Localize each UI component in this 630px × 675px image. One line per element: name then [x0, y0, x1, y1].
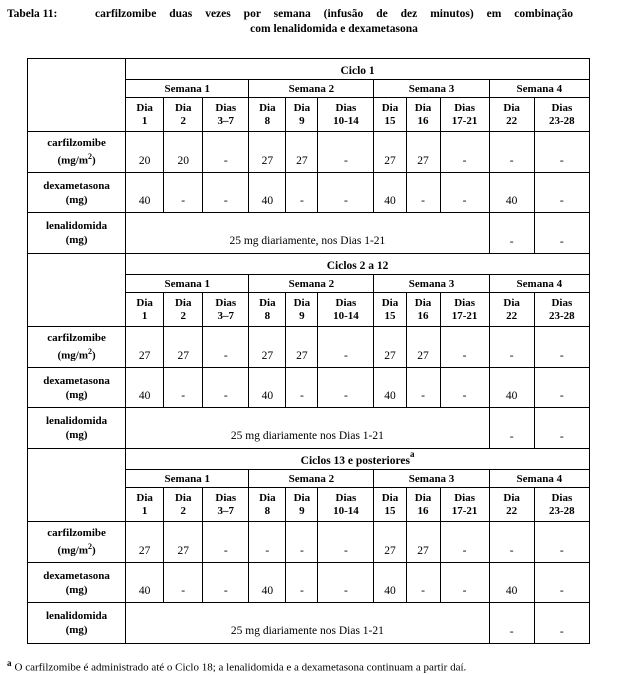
day-header — [318, 488, 374, 522]
day-word: Dia — [174, 296, 192, 309]
cycle1-title-cell — [126, 59, 590, 80]
day-word: Dias — [454, 491, 475, 504]
dose-cell: 27 — [406, 522, 440, 563]
drug-unit — [28, 540, 125, 558]
day-header — [286, 488, 318, 522]
drug-label — [28, 368, 126, 408]
day-word: Dia — [293, 296, 311, 309]
day-number: 3–7 — [217, 309, 235, 322]
dose-cell: - — [203, 563, 249, 603]
footnote-text: O carfilzomibe é administrado até o Ciclo 18; a lenalidomida e a dexametasona continuam a partir daí. — [14, 661, 467, 674]
table-title — [7, 7, 620, 37]
day-number: 10-14 — [333, 504, 359, 517]
day-number: 23-28 — [549, 504, 575, 517]
drug-name: lenalidomida — [46, 220, 108, 232]
dose-cell: - — [164, 173, 203, 213]
dose-cell: 27 — [286, 132, 318, 173]
dose-cell: - — [440, 563, 489, 603]
dose-cell: 40 — [489, 563, 534, 603]
dose-cell: - — [440, 368, 489, 408]
drug-unit — [28, 345, 125, 363]
dose-cell: - — [318, 368, 374, 408]
dose-cell: 20 — [164, 132, 203, 173]
day-word: Dias — [454, 296, 475, 309]
drug-unit — [28, 193, 125, 207]
day-header — [249, 488, 286, 522]
day-word: Dias — [335, 296, 357, 309]
day-word: Dia — [293, 101, 311, 114]
dose-cell: 40 — [126, 173, 164, 213]
drug-name: dexametasona — [43, 179, 110, 192]
day-word: Dia — [414, 296, 432, 309]
day-header — [164, 488, 203, 522]
day-number: 8 — [264, 504, 271, 517]
week-header: Semana 2 — [249, 470, 374, 488]
day-header — [203, 488, 249, 522]
dose-cell: - — [489, 132, 534, 173]
day-header — [318, 293, 374, 327]
day-number: 9 — [299, 114, 305, 127]
drug-unit — [28, 150, 125, 168]
day-header — [374, 98, 406, 132]
cycle1-title: Ciclo 1 — [340, 64, 375, 77]
drug-name: lenalidomida — [46, 610, 108, 622]
dose-cell: - — [534, 132, 589, 173]
week-header: Semana 2 — [249, 275, 374, 293]
dexamethasone-row — [28, 173, 590, 213]
unit-text: (mg) — [65, 429, 88, 441]
dose-cell: - — [534, 408, 589, 449]
day-number: 3–7 — [217, 114, 235, 127]
drug-unit — [28, 583, 125, 597]
unit-superscript: 2 — [88, 542, 92, 552]
week-header: Semana 3 — [374, 80, 489, 98]
day-header — [534, 488, 589, 522]
dose-cell: 27 — [126, 522, 164, 563]
drug-label — [28, 327, 126, 368]
dose-cell: 40 — [126, 563, 164, 603]
dose-cell: 27 — [374, 522, 406, 563]
dose-cell: - — [489, 408, 534, 449]
day-word: Dia — [293, 491, 311, 504]
lenalidomide-row — [28, 603, 590, 644]
unit-superscript: 2 — [88, 152, 92, 162]
dose-cell: - — [489, 213, 534, 254]
dose-cell: 40 — [374, 563, 406, 603]
drug-name: carfilzomibe — [47, 137, 106, 150]
drug-label — [28, 522, 126, 563]
drug-label — [28, 408, 126, 449]
drug-unit — [28, 428, 125, 442]
day-header — [203, 98, 249, 132]
drug-name: carfilzomibe — [47, 527, 106, 540]
day-header — [489, 98, 534, 132]
day-number: 2 — [180, 504, 186, 517]
day-number: 2 — [180, 114, 186, 127]
dose-cell: - — [534, 563, 589, 603]
dexamethasone-row — [28, 368, 590, 408]
day-number: 22 — [506, 309, 518, 322]
dose-cell: 40 — [126, 368, 164, 408]
day-number: 16 — [417, 309, 429, 322]
day-word: Dias — [551, 101, 573, 114]
week-header: Semana 1 — [126, 470, 249, 488]
day-word: Dias — [215, 491, 237, 504]
day-word: Dia — [381, 101, 399, 114]
dose-cell: - — [534, 522, 589, 563]
week-header: Semana 3 — [374, 275, 489, 293]
day-number: 17-21 — [451, 309, 478, 322]
dose-cell: - — [318, 563, 374, 603]
day-header — [126, 293, 164, 327]
day-word: Dia — [503, 491, 520, 504]
footnote — [7, 656, 620, 675]
day-word: Dia — [414, 491, 432, 504]
day-header — [440, 293, 489, 327]
dose-cell: 40 — [374, 368, 406, 408]
unit-text: ) — [92, 154, 96, 167]
day-number: 1 — [141, 114, 148, 127]
day-header — [164, 98, 203, 132]
dose-cell: - — [489, 603, 534, 644]
dose-cell: - — [203, 327, 249, 368]
dose-cell: - — [203, 368, 249, 408]
dose-cell: - — [489, 522, 534, 563]
drug-name: lenalidomida — [46, 415, 108, 427]
week-header: Semana 2 — [249, 80, 374, 98]
unit-text: (mg/m — [57, 544, 88, 557]
day-header — [489, 488, 534, 522]
day-word: Dia — [414, 101, 432, 114]
day-number: 16 — [417, 114, 429, 127]
day-word: Dias — [454, 101, 475, 114]
dose-cell: 27 — [164, 327, 203, 368]
dose-cell: 20 — [126, 132, 164, 173]
day-word: Dia — [174, 491, 192, 504]
drug-name: dexametasona — [43, 569, 110, 582]
day-word: Dia — [503, 101, 520, 114]
day-word: Dia — [381, 491, 399, 504]
day-number: 15 — [384, 114, 396, 127]
dose-cell: - — [249, 522, 286, 563]
day-word: Dia — [259, 491, 276, 504]
dose-cell: - — [286, 368, 318, 408]
dose-cell: 40 — [489, 173, 534, 213]
carfilzomib-row — [28, 132, 590, 173]
drug-name: carfilzomibe — [47, 332, 106, 345]
carfilzomib-row — [28, 522, 590, 563]
unit-text: (mg/m — [57, 349, 88, 362]
corner-cell — [28, 254, 126, 327]
day-number: 2 — [180, 309, 186, 322]
dose-cell: - — [534, 368, 589, 408]
dose-cell: 40 — [489, 368, 534, 408]
dose-cell: 40 — [249, 563, 286, 603]
unit-text: (mg) — [65, 193, 88, 206]
dose-cell: - — [286, 522, 318, 563]
day-word: Dia — [259, 296, 276, 309]
day-word: Dias — [335, 101, 357, 114]
dose-cell: - — [318, 132, 374, 173]
drug-unit — [28, 233, 125, 247]
day-number: 10-14 — [333, 309, 359, 322]
day-header — [406, 293, 440, 327]
day-header — [318, 98, 374, 132]
cycle3-title-cell — [126, 449, 590, 470]
week-header: Semana 1 — [126, 275, 249, 293]
day-number: 10-14 — [333, 114, 359, 127]
dose-cell: - — [440, 327, 489, 368]
day-header — [374, 293, 406, 327]
drug-name: dexametasona — [43, 374, 110, 387]
dose-cell: - — [440, 132, 489, 173]
day-number: 3–7 — [217, 504, 235, 517]
cycle2-title-cell — [126, 254, 590, 275]
day-number: 8 — [264, 114, 271, 127]
dosing-table — [27, 58, 590, 644]
drug-label — [28, 173, 126, 213]
dose-cell: - — [406, 563, 440, 603]
day-word: Dias — [551, 491, 573, 504]
day-header — [286, 293, 318, 327]
day-header — [249, 98, 286, 132]
dose-cell: - — [286, 173, 318, 213]
dose-cell: 27 — [374, 327, 406, 368]
title-line-1: carfilzomibe duas vezes por semana (infusão de dez minutos) em combinação — [95, 8, 573, 20]
dose-cell: 27 — [126, 327, 164, 368]
dose-cell: 27 — [286, 327, 318, 368]
unit-superscript: 2 — [88, 347, 92, 357]
day-header — [286, 98, 318, 132]
cycle3-header-row — [28, 449, 590, 470]
cycle1-header-row — [28, 59, 590, 80]
table-title-text — [95, 7, 573, 37]
day-number: 22 — [506, 504, 518, 517]
day-header — [534, 98, 589, 132]
week-header: Semana 3 — [374, 470, 489, 488]
unit-text: ) — [92, 544, 96, 557]
cycle2-title: Ciclos 2 a 12 — [326, 259, 389, 272]
dose-cell: - — [406, 173, 440, 213]
dose-cell: 40 — [249, 173, 286, 213]
drug-label — [28, 213, 126, 254]
day-header — [489, 293, 534, 327]
day-header — [126, 98, 164, 132]
dose-cell: - — [489, 327, 534, 368]
dose-cell: - — [203, 132, 249, 173]
day-number: 15 — [384, 504, 396, 517]
dose-cell: - — [203, 522, 249, 563]
drug-unit — [28, 388, 125, 402]
dose-cell: - — [534, 327, 589, 368]
cycle3-title: Ciclos 13 e posteriores — [300, 454, 410, 467]
day-header — [164, 293, 203, 327]
unit-text: (mg/m — [57, 154, 88, 167]
drug-label — [28, 132, 126, 173]
dexamethasone-row — [28, 563, 590, 603]
day-word: Dias — [215, 101, 237, 114]
dose-cell: - — [534, 603, 589, 644]
week-header: Semana 4 — [489, 80, 589, 98]
dose-cell: 27 — [249, 132, 286, 173]
day-number: 23-28 — [549, 309, 575, 322]
corner-cell — [28, 59, 126, 132]
unit-text: (mg) — [65, 583, 88, 596]
week-header: Semana 1 — [126, 80, 249, 98]
dose-cell: - — [534, 213, 589, 254]
day-number: 9 — [299, 504, 305, 517]
lenalidomide-span-cell: 25 mg diariamente nos Dias 1-21 — [126, 408, 489, 449]
cycle2-header-row — [28, 254, 590, 275]
day-number: 1 — [141, 309, 148, 322]
carfilzomib-row — [28, 327, 590, 368]
day-number: 22 — [506, 114, 518, 127]
day-header — [249, 293, 286, 327]
dose-cell: 27 — [249, 327, 286, 368]
dose-cell: 40 — [374, 173, 406, 213]
dose-cell: - — [286, 563, 318, 603]
day-number: 16 — [417, 504, 429, 517]
day-word: Dia — [136, 491, 153, 504]
day-word: Dia — [136, 296, 153, 309]
dose-cell: - — [318, 327, 374, 368]
unit-text: (mg) — [65, 234, 88, 246]
dose-cell: - — [203, 173, 249, 213]
unit-text: ) — [92, 349, 96, 362]
unit-text: (mg) — [65, 388, 88, 401]
day-number: 8 — [264, 309, 271, 322]
day-header — [440, 98, 489, 132]
cycle3-footnote-ref: a — [409, 449, 415, 460]
title-line-2: com lenalidomida e dexametasona — [250, 23, 418, 35]
drug-label — [28, 603, 126, 644]
day-header — [126, 488, 164, 522]
day-header — [406, 488, 440, 522]
day-number: 9 — [299, 309, 305, 322]
day-number: 23-28 — [549, 114, 575, 127]
day-word: Dia — [381, 296, 399, 309]
corner-cell — [28, 449, 126, 522]
dose-cell: 40 — [249, 368, 286, 408]
dose-cell: 27 — [406, 132, 440, 173]
lenalidomide-row — [28, 213, 590, 254]
day-word: Dias — [335, 491, 357, 504]
drug-label — [28, 563, 126, 603]
lenalidomide-span-cell: 25 mg diariamente, nos Dias 1-21 — [126, 213, 489, 254]
day-word: Dia — [136, 101, 153, 114]
day-word: Dia — [503, 296, 520, 309]
dose-cell: - — [164, 563, 203, 603]
drug-unit — [28, 623, 125, 637]
day-number: 1 — [141, 504, 148, 517]
day-header — [203, 293, 249, 327]
day-number: 17-21 — [451, 504, 478, 517]
dose-cell: - — [440, 173, 489, 213]
unit-text: (mg) — [65, 624, 88, 636]
lenalidomide-row — [28, 408, 590, 449]
dose-cell: - — [318, 173, 374, 213]
week-header: Semana 4 — [489, 275, 589, 293]
lenalidomide-span-cell: 25 mg diariamente nos Dias 1-21 — [126, 603, 489, 644]
dose-cell: 27 — [164, 522, 203, 563]
dose-cell: - — [164, 368, 203, 408]
dose-cell: - — [440, 522, 489, 563]
day-header — [534, 293, 589, 327]
day-word: Dia — [174, 101, 192, 114]
dose-cell: 27 — [374, 132, 406, 173]
day-word: Dias — [215, 296, 237, 309]
dose-cell: 27 — [406, 327, 440, 368]
day-word: Dias — [551, 296, 573, 309]
dose-cell: - — [406, 368, 440, 408]
week-header: Semana 4 — [489, 470, 589, 488]
table-number-label: Tabela 11: — [7, 8, 58, 20]
day-header — [374, 488, 406, 522]
day-header — [440, 488, 489, 522]
day-number: 15 — [384, 309, 396, 322]
dose-cell: - — [318, 522, 374, 563]
day-number: 17-21 — [451, 114, 478, 127]
day-word: Dia — [259, 101, 276, 114]
dose-cell: - — [534, 173, 589, 213]
footnote-marker: a — [7, 658, 12, 668]
day-header — [406, 98, 440, 132]
